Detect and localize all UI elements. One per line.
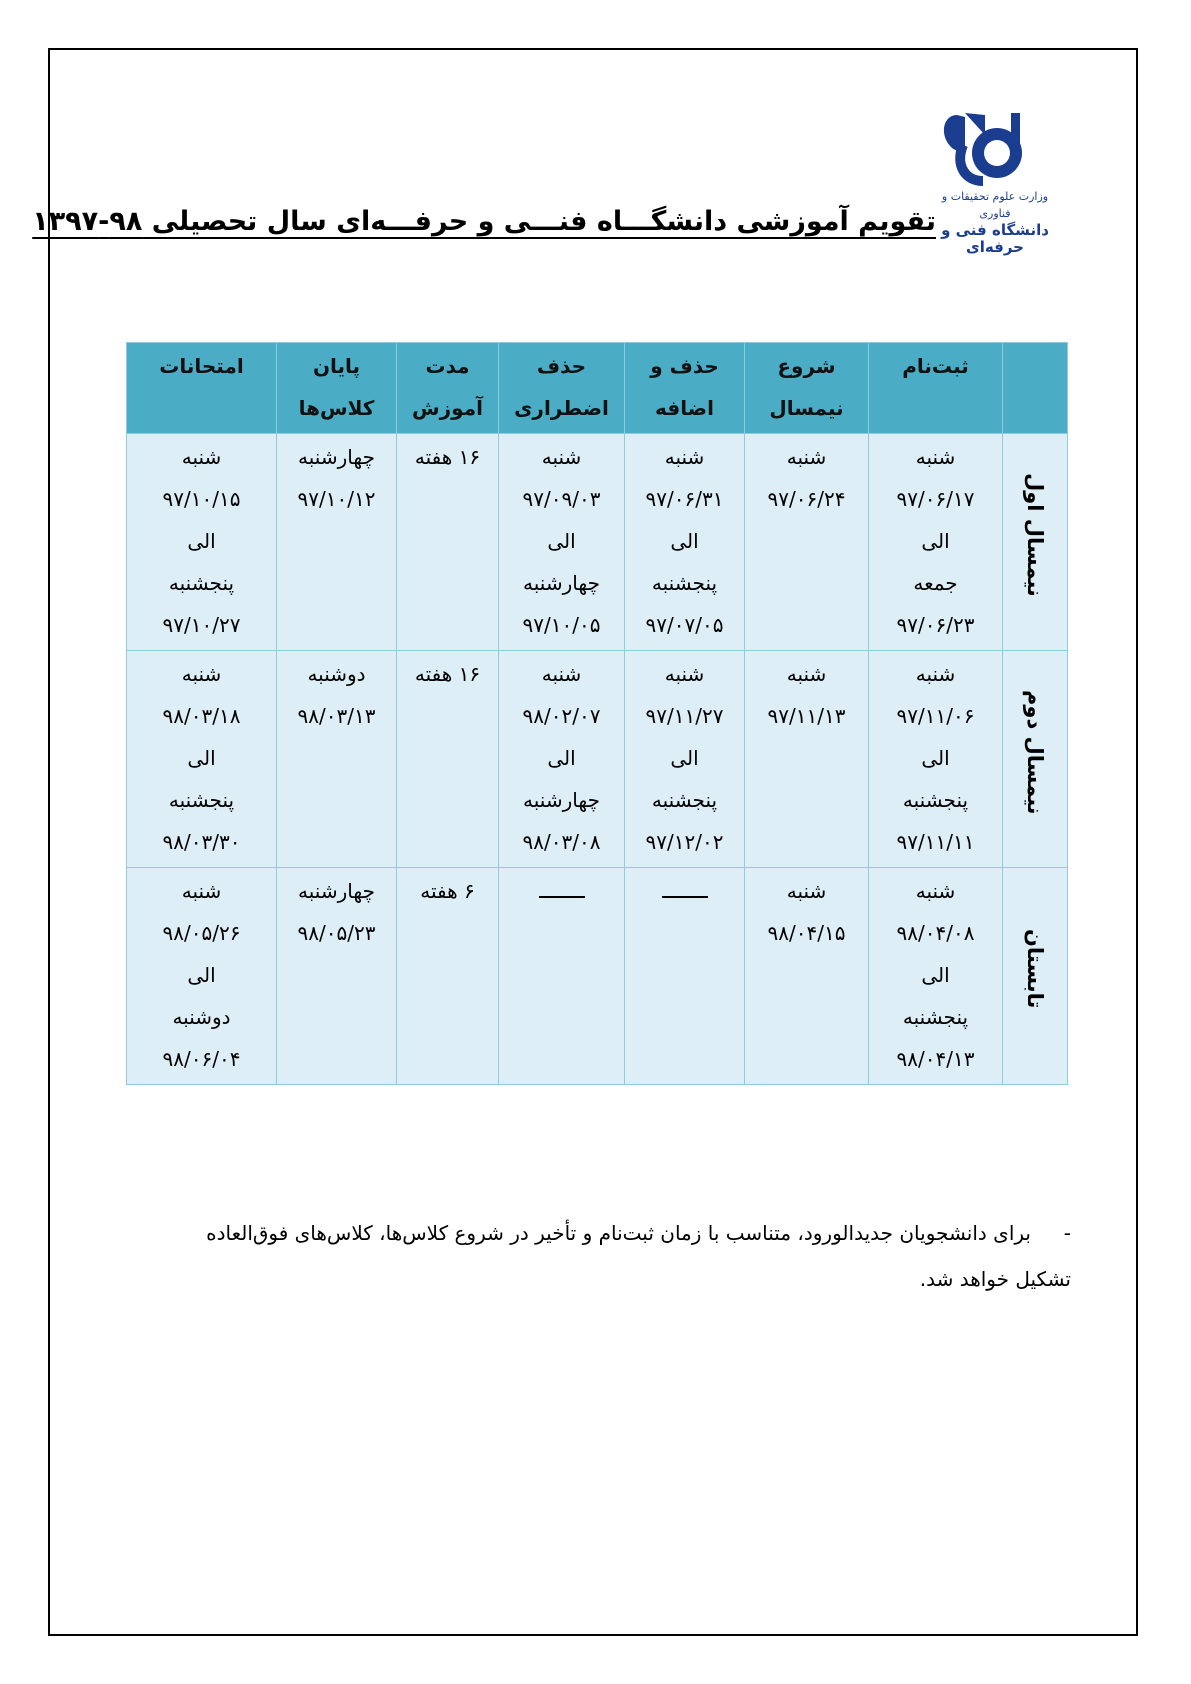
- cell-line: شنبه: [915, 662, 956, 686]
- cell-classes-end: [277, 434, 397, 651]
- cell-line: ۹۷/۱۰/۲۷: [162, 613, 241, 637]
- cell-line: ۹۷/۰۶/۱۷: [896, 487, 975, 511]
- cell-line: پنجشنبه: [168, 571, 235, 595]
- cell-line: ۱۶ هفته: [414, 445, 481, 469]
- document-title: تقویم آموزشی دانشگـــاه فنـــی و حرفـــه‌ای سال تحصیلی ۹۸-۱۳۹۷: [32, 206, 936, 237]
- footnote-line-1: برای دانشجویان جدیدالورود، متناسب با زمان ثبت‌نام و تأخیر در شروع کلاس‌ها، کلاس‌های فوق‌العاده: [206, 1221, 1031, 1245]
- cell-line: الی: [547, 529, 576, 553]
- cell-line: الی: [921, 746, 950, 770]
- semester-label: نیمسال دوم: [1003, 651, 1068, 868]
- cell-start: [745, 434, 869, 651]
- cell-line: شنبه: [915, 445, 956, 469]
- cell-line: شنبه: [915, 879, 956, 903]
- cell-line: پنجشنبه: [651, 571, 718, 595]
- cell-line: ۹۷/۱۰/۱۲: [297, 487, 376, 511]
- cell-line: الی: [187, 529, 216, 553]
- ministry-name: وزارت علوم تحقیقات و فناوری: [941, 190, 1049, 220]
- cell-line: شنبه: [786, 879, 827, 903]
- cell-line: ۶ هفته: [420, 879, 475, 903]
- cell-line: ۹۸/۰۳/۱۸: [162, 704, 241, 728]
- cell-line: الی: [187, 746, 216, 770]
- header-classes-end: پایان کلاس‌ها: [277, 343, 397, 434]
- cell-line: ۹۷/۱۱/۲۷: [645, 704, 724, 728]
- cell-add-drop: [625, 868, 745, 1085]
- cell-duration: [397, 868, 499, 1085]
- cell-line: ۹۷/۰۷/۰۵: [645, 613, 724, 637]
- cell-line: جمعه: [913, 571, 958, 595]
- cell-start: [745, 868, 869, 1085]
- cell-emergency-drop: [499, 434, 625, 651]
- cell-line: دوشنبه: [307, 662, 366, 686]
- footnote: [126, 1210, 1071, 1302]
- cell-exams: [127, 651, 277, 868]
- cell-start: [745, 651, 869, 868]
- cell-line: پنجشنبه: [168, 788, 235, 812]
- cell-line: الی: [670, 746, 699, 770]
- cell-registration: [869, 434, 1003, 651]
- table-row: [127, 868, 1068, 1085]
- cell-line: ۹۷/۰۶/۳۱: [645, 487, 724, 511]
- cell-add-drop: [625, 651, 745, 868]
- header-add-drop: حذف و اضافه: [625, 343, 745, 434]
- cell-duration: [397, 434, 499, 651]
- table-row: [127, 651, 1068, 868]
- cell-line: شنبه: [181, 662, 222, 686]
- footnote-bullet: -: [1063, 1221, 1071, 1245]
- cell-line: ۹۸/۰۵/۲۶: [162, 921, 241, 945]
- cell-line: ۹۸/۰۴/۱۵: [767, 921, 846, 945]
- university-name: دانشگاه فنی و حرفه‌ای: [941, 221, 1049, 256]
- cell-line: ۹۸/۰۳/۰۸: [522, 830, 601, 854]
- cell-line: ۹۸/۰۳/۳۰: [162, 830, 241, 854]
- empty-dash: [662, 896, 708, 898]
- cell-line: ۹۷/۱۱/۰۶: [896, 704, 975, 728]
- cell-line: الی: [547, 746, 576, 770]
- cell-line: شنبه: [664, 662, 705, 686]
- empty-dash: [539, 896, 585, 898]
- cell-line: شنبه: [181, 879, 222, 903]
- cell-exams: [127, 868, 277, 1085]
- header-registration: ثبت‌نام: [869, 343, 1003, 434]
- cell-line: الی: [670, 529, 699, 553]
- cell-line: الی: [921, 963, 950, 987]
- cell-line: ۹۸/۰۴/۱۳: [896, 1047, 975, 1071]
- header-semester-start: شروع نیمسال: [745, 343, 869, 434]
- header-semester: [1003, 343, 1068, 434]
- cell-line: ۹۷/۱۱/۱۳: [767, 704, 846, 728]
- cell-duration: [397, 651, 499, 868]
- header-exams: امتحانات: [127, 343, 277, 434]
- logo-caption: [940, 188, 1050, 256]
- cell-line: ۹۷/۰۶/۲۴: [767, 487, 846, 511]
- cell-line: ۹۸/۰۶/۰۴: [162, 1047, 241, 1071]
- cell-line: شنبه: [786, 662, 827, 686]
- cell-line: پنجشنبه: [902, 1005, 969, 1029]
- cell-line: شنبه: [786, 445, 827, 469]
- cell-line: دوشنبه: [172, 1005, 231, 1029]
- cell-line: الی: [187, 963, 216, 987]
- cell-classes-end: [277, 651, 397, 868]
- academic-calendar-table: [126, 342, 1068, 1085]
- cell-line: چهارشنبه: [298, 445, 375, 469]
- cell-registration: [869, 868, 1003, 1085]
- semester-label: تابستان: [1003, 868, 1068, 1085]
- cell-line: پنجشنبه: [902, 788, 969, 812]
- cell-line: پنجشنبه: [651, 788, 718, 812]
- cell-line: ۱۶ هفته: [414, 662, 481, 686]
- cell-line: ۹۷/۱۲/۰۲: [645, 830, 724, 854]
- cell-line: شنبه: [181, 445, 222, 469]
- cell-line: ۹۸/۰۳/۱۳: [297, 704, 376, 728]
- cell-emergency-drop: [499, 868, 625, 1085]
- cell-line: ۹۷/۰۶/۲۳: [896, 613, 975, 637]
- cell-line: شنبه: [664, 445, 705, 469]
- header-emergency-drop: حذف اضطراری: [499, 343, 625, 434]
- table-row: [127, 434, 1068, 651]
- header-duration: مدت آموزش: [397, 343, 499, 434]
- cell-line: ۹۷/۰۹/۰۳: [522, 487, 601, 511]
- cell-line: ۹۸/۰۲/۰۷: [522, 704, 601, 728]
- cell-line: ۹۸/۰۴/۰۸: [896, 921, 975, 945]
- semester-label: نیمسال اول: [1003, 434, 1068, 651]
- cell-line: ۹۷/۱۰/۱۵: [162, 487, 241, 511]
- cell-classes-end: [277, 868, 397, 1085]
- cell-line: شنبه: [541, 445, 582, 469]
- footnote-line-2: تشکیل خواهد شد.: [919, 1267, 1071, 1291]
- cell-emergency-drop: [499, 651, 625, 868]
- cell-line: ۹۷/۱۱/۱۱: [896, 830, 975, 854]
- cell-line: ۹۷/۱۰/۰۵: [522, 613, 601, 637]
- cell-line: الی: [921, 529, 950, 553]
- cell-registration: [869, 651, 1003, 868]
- cell-line: ۹۸/۰۵/۲۳: [297, 921, 376, 945]
- cell-line: شنبه: [541, 662, 582, 686]
- cell-exams: [127, 434, 277, 651]
- table-header-row: [127, 343, 1068, 434]
- cell-line: چهارشنبه: [523, 788, 600, 812]
- cell-add-drop: [625, 434, 745, 651]
- cell-line: چهارشنبه: [298, 879, 375, 903]
- cell-line: چهارشنبه: [523, 571, 600, 595]
